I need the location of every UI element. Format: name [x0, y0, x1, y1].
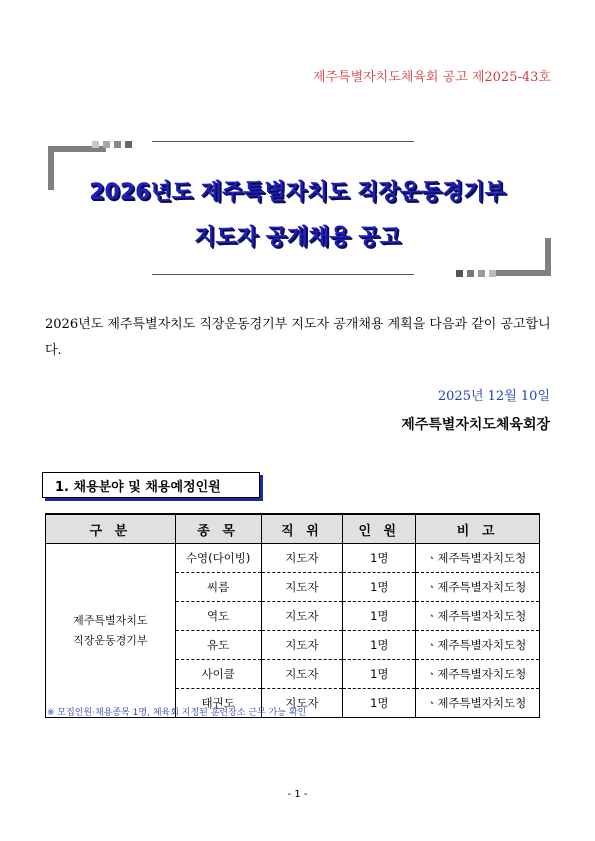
frame-top-line	[152, 141, 414, 142]
intro-paragraph: 2026년도 제주특별자치도 직장운동경기부 지도자 공개채용 계획을 다음과 같이 공고합니다.	[45, 317, 551, 358]
org-cell	[46, 544, 176, 718]
cell-sport: 태권도	[175, 689, 261, 718]
cell-sport: 수영(다이빙)	[175, 544, 261, 573]
org-line-2: 직장운동경기부	[73, 633, 148, 647]
cell-position: 지도자	[261, 573, 343, 602]
cell-sport: 사이클	[175, 660, 261, 689]
cell-note: ㆍ제주특별자치도청	[416, 544, 540, 573]
cell-position: 지도자	[261, 631, 343, 660]
cell-position: 지도자	[261, 602, 343, 631]
recruitment-table	[45, 513, 540, 718]
org-line-1: 제주특별자치도	[73, 613, 148, 627]
frame-bottom-line	[152, 274, 414, 275]
cell-note: ㆍ제주특별자치도청	[416, 660, 540, 689]
header-category: 구 분	[46, 514, 176, 544]
frame-square	[478, 270, 485, 277]
frame-square	[467, 270, 474, 277]
frame-square	[125, 141, 132, 148]
section-heading-label: 1. 채용분야 및 채용예정인원	[55, 480, 221, 495]
section-heading-1	[42, 472, 260, 498]
signer: 제주특별자치도체육회장	[401, 417, 550, 433]
header-position: 직 위	[261, 514, 343, 544]
header-sport: 종 목	[175, 514, 261, 544]
title-line-1: 2026년도 제주특별자치도 직장운동경기부	[89, 180, 506, 205]
notice-date: 2025년 12월 10일	[437, 389, 550, 404]
table-header-row	[46, 514, 540, 544]
frame-square	[489, 270, 496, 277]
cell-count: 1명	[343, 631, 416, 660]
cell-note: ㆍ제주특별자치도청	[416, 573, 540, 602]
cell-sport: 씨름	[175, 573, 261, 602]
cell-count: 1명	[343, 602, 416, 631]
cell-count: 1명	[343, 544, 416, 573]
frame-square	[114, 141, 121, 148]
cell-sport: 역도	[175, 602, 261, 631]
header-note: 비 고	[416, 514, 540, 544]
header-count: 인 원	[343, 514, 416, 544]
cell-note: ㆍ제주특별자치도청	[416, 631, 540, 660]
frame-square	[456, 270, 463, 277]
cell-position: 지도자	[261, 660, 343, 689]
notice-number: 제주특별자치도체육회 공고 제2025-43호	[312, 70, 551, 85]
page-number: - 1 -	[287, 789, 308, 800]
cell-sport: 유도	[175, 631, 261, 660]
footnote: ※ 모집인원·채용종목 1명, 체육회 지정된 훈련장소 근무 가능 확인	[47, 708, 307, 718]
cell-note: ㆍ제주특별자치도청	[416, 689, 540, 718]
cell-position: 지도자	[261, 544, 343, 573]
table-row	[46, 544, 540, 573]
title-line-2: 지도자 공개채용 공고	[194, 225, 401, 250]
frame-square	[103, 141, 110, 148]
cell-count: 1명	[343, 573, 416, 602]
cell-position: 지도자	[261, 689, 343, 718]
frame-square	[92, 141, 99, 148]
cell-count: 1명	[343, 660, 416, 689]
frame-corner-bottom-right	[496, 270, 551, 276]
cell-count: 1명	[343, 689, 416, 718]
cell-note: ㆍ제주특별자치도청	[416, 602, 540, 631]
